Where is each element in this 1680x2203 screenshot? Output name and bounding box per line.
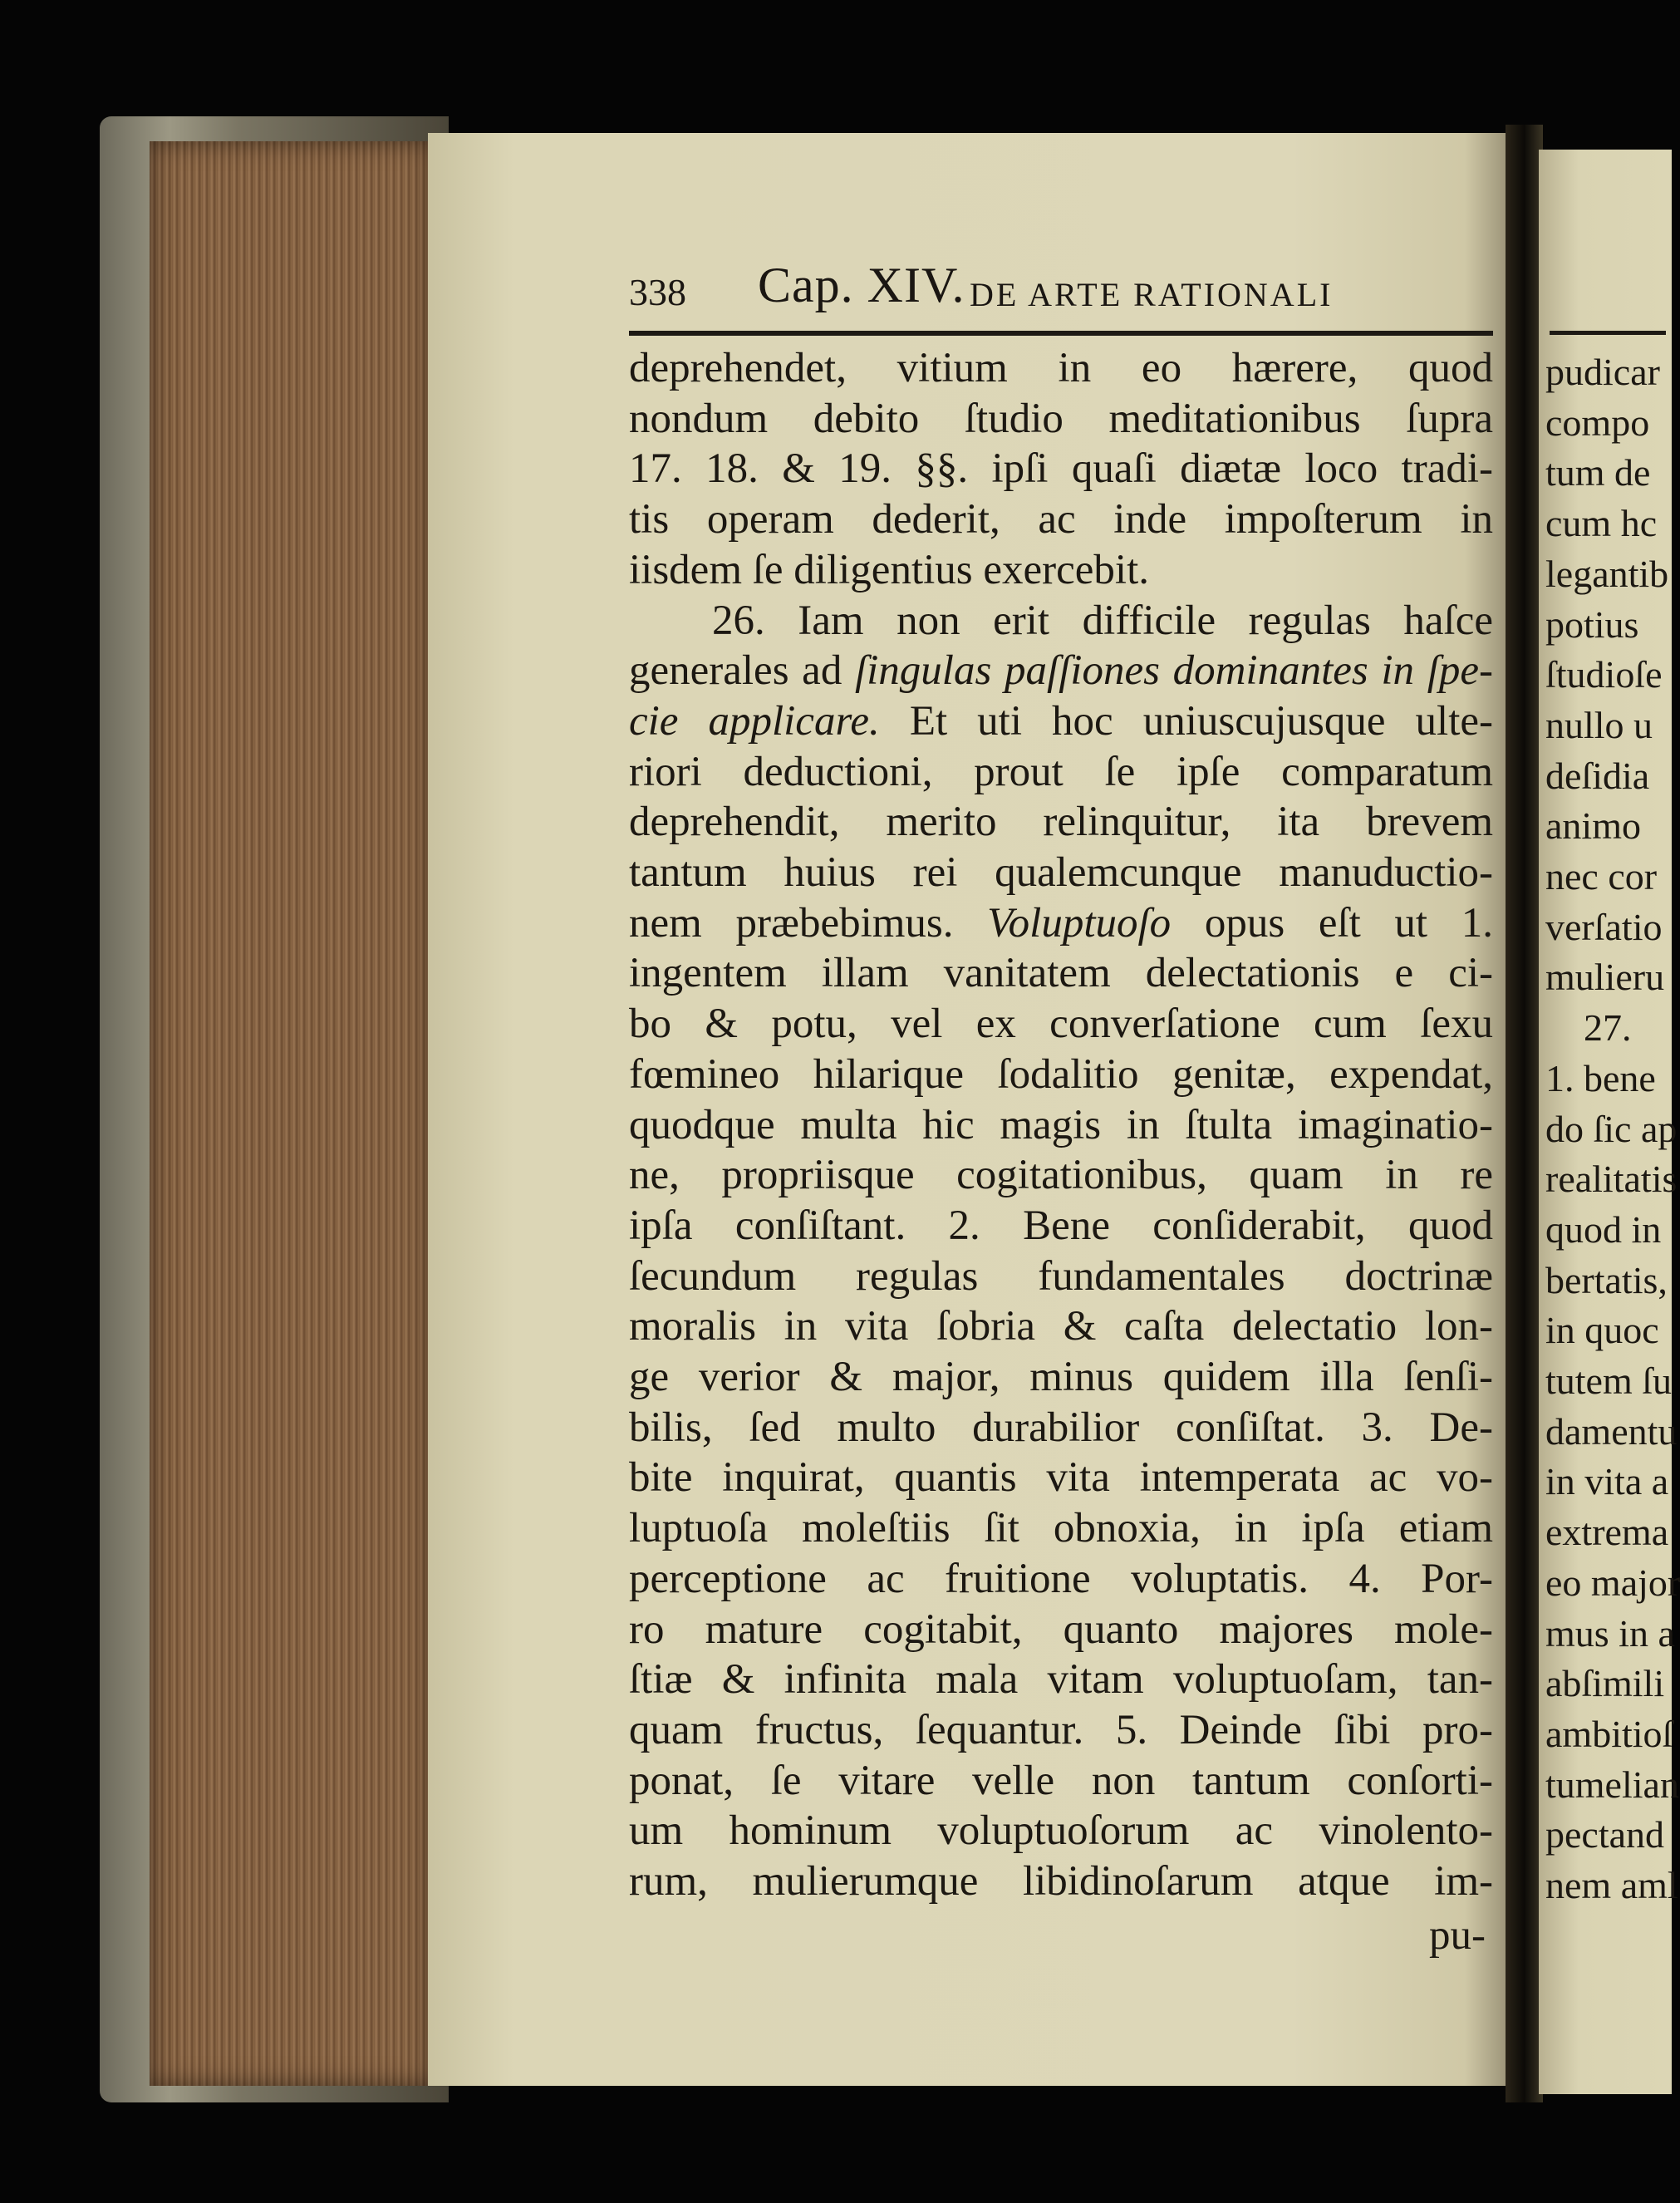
right-text-line: deſidia bbox=[1545, 754, 1650, 797]
text-run: 26. Iam non erit difficile regulas haſce bbox=[712, 597, 1493, 644]
text-run: perceptione ac fruitione voluptatis. 4. Por- bbox=[629, 1555, 1493, 1602]
text-line bbox=[629, 1856, 1493, 1906]
text-run: ge verior & major, minus quidem illa ſenſi- bbox=[629, 1354, 1493, 1400]
italic-text: ſingulas paſſiones dominantes in ſpe- bbox=[854, 647, 1493, 695]
text-run: fœmineo hilarique ſodalitio genitæ, expendat, bbox=[629, 1050, 1493, 1098]
catchword: pu- bbox=[1429, 1912, 1486, 1959]
text-run: ne, propriisque cogitationibus, quam in re bbox=[629, 1152, 1493, 1199]
right-text-line: cum hc bbox=[1545, 502, 1658, 545]
text-run: moralis in vita ſobria & caſta delectatio lon- bbox=[629, 1303, 1493, 1350]
right-text-line: nem aml bbox=[1545, 1864, 1678, 1906]
right-text-line: damentu bbox=[1545, 1409, 1678, 1453]
text-run: ponat, ſe vitare velle non tantum conſorti- bbox=[629, 1757, 1493, 1804]
italic-text: cie applicare. bbox=[629, 697, 880, 745]
right-text-line: ambitioſ bbox=[1545, 1712, 1673, 1755]
right-text-line: abſimili bbox=[1545, 1662, 1665, 1705]
text-line bbox=[629, 444, 1493, 494]
text-line bbox=[629, 1403, 1493, 1453]
header-rule bbox=[629, 331, 1493, 336]
running-header bbox=[629, 258, 1493, 314]
right-text-line: bertatis, bbox=[1545, 1258, 1668, 1301]
text-run: bite inquirat, quantis vita intemperata ac vo- bbox=[629, 1454, 1493, 1502]
chapter-label: Cap. XIV. bbox=[758, 258, 965, 312]
right-text-line: eo major bbox=[1545, 1561, 1680, 1604]
text-run: tis operam dederit, ac inde impoſterum in bbox=[629, 496, 1493, 543]
text-line bbox=[629, 1301, 1493, 1351]
text-run: nondum debito ſtudio meditationibus ſupra bbox=[629, 395, 1493, 442]
right-text-line: do ſic ap bbox=[1545, 1107, 1678, 1150]
text-run: generales ad bbox=[629, 647, 855, 695]
book-gutter bbox=[1506, 125, 1543, 2102]
text-line bbox=[629, 343, 1493, 393]
text-line bbox=[629, 394, 1493, 444]
text-line bbox=[629, 1705, 1493, 1755]
text-line bbox=[629, 1352, 1493, 1402]
text-line bbox=[629, 1756, 1493, 1806]
text-run: tantum huius rei qualemcunque manuductio- bbox=[629, 849, 1493, 896]
text-run: Et uti hoc uniuscujusque ulte- bbox=[879, 697, 1494, 745]
right-text-line: tutem ſu bbox=[1545, 1360, 1673, 1402]
text-line bbox=[629, 1554, 1493, 1604]
right-text-line: in quoc bbox=[1545, 1309, 1659, 1352]
page-edges bbox=[150, 141, 432, 2086]
right-text-line: 27. bbox=[1545, 1006, 1632, 1050]
right-text-line: potius bbox=[1545, 602, 1639, 646]
right-text-line: tumelian bbox=[1545, 1763, 1679, 1806]
text-run: riori deductioni, prout ſe ipſe comparatum bbox=[629, 748, 1493, 795]
text-line bbox=[629, 646, 1493, 696]
right-text-line: nec cor bbox=[1545, 855, 1658, 897]
text-line bbox=[629, 1806, 1493, 1856]
text-line bbox=[629, 596, 1493, 646]
text-line bbox=[629, 494, 1493, 544]
text-line bbox=[629, 696, 1493, 746]
text-run: ingentem illam vanitatem delectationis e ci- bbox=[629, 950, 1493, 997]
text-line bbox=[629, 999, 1493, 1049]
text-line bbox=[629, 1453, 1493, 1502]
text-run: ſecundum regulas fundamentales doctrinæ bbox=[629, 1252, 1493, 1300]
text-run: um hominum voluptuoſorum ac vinolento- bbox=[629, 1807, 1493, 1855]
text-line bbox=[629, 545, 1493, 595]
right-text-line: in vita a bbox=[1545, 1460, 1669, 1503]
right-text-line: legantib bbox=[1545, 552, 1669, 595]
right-text-line: mus in a bbox=[1545, 1611, 1675, 1655]
right-header-rule bbox=[1550, 331, 1666, 335]
text-run: bo & potu, vel ex converſatione cum ſexu bbox=[629, 1001, 1493, 1048]
text-line bbox=[629, 1100, 1493, 1150]
text-run: luptuoſa moleſtiis ſit obnoxia, in ipſa etiam bbox=[629, 1505, 1493, 1552]
text-run: quodque multa hic magis in ſtulta imaginatio- bbox=[629, 1101, 1493, 1148]
text-run: ſtiæ & infinita mala vitam voluptuoſam, tan- bbox=[629, 1656, 1493, 1704]
text-line bbox=[629, 1050, 1493, 1099]
text-line bbox=[629, 1251, 1493, 1301]
text-run: deprehendet, vitium in eo hærere, quod bbox=[629, 345, 1493, 391]
text-line bbox=[629, 948, 1493, 998]
text-line bbox=[629, 797, 1493, 847]
text-line bbox=[629, 898, 1493, 948]
text-run: deprehendit, merito relinquitur, ita brevem bbox=[629, 799, 1493, 846]
text-line bbox=[629, 747, 1493, 797]
text-run: ipſa conſiſtant. 2. Bene conſiderabit, quod bbox=[629, 1202, 1493, 1249]
chapter-title: DE ARTE RATIONALI bbox=[970, 276, 1334, 313]
right-text-line: verſatio bbox=[1545, 905, 1663, 948]
text-run: ro mature cogitabit, quanto majores mole- bbox=[629, 1606, 1493, 1653]
right-text-line: quod in bbox=[1545, 1207, 1662, 1251]
text-run: quam fructus, ſequantur. 5. Deinde ſibi pro- bbox=[629, 1706, 1493, 1753]
right-text-line: pectand bbox=[1545, 1813, 1665, 1856]
right-text-line: extrema bbox=[1545, 1511, 1669, 1554]
right-text-line: mulieru bbox=[1545, 956, 1665, 999]
text-run: rum, mulierumque libidinoſarum atque im- bbox=[629, 1858, 1493, 1905]
text-run: nem præbebimus. bbox=[629, 899, 988, 947]
right-text-line: pudicar bbox=[1545, 351, 1660, 393]
right-text-line: realitatis bbox=[1545, 1158, 1678, 1201]
right-text-line: compo bbox=[1545, 401, 1650, 444]
right-text-line: nullo u bbox=[1545, 703, 1653, 746]
text-run: 17. 18. & 19. §§. ipſi quaſi diætæ loco tradi- bbox=[629, 445, 1493, 493]
page-number: 338 bbox=[629, 271, 686, 313]
text-line bbox=[629, 1150, 1493, 1200]
text-run: opus eſt ut 1. bbox=[1171, 899, 1493, 947]
text-line bbox=[629, 1201, 1493, 1251]
text-line bbox=[629, 1503, 1493, 1553]
text-line bbox=[629, 1605, 1493, 1655]
right-text-line: animo bbox=[1545, 804, 1641, 848]
text-line bbox=[629, 1655, 1493, 1704]
text-run: iisdem ſe diligentius exercebit. bbox=[629, 546, 1149, 593]
text-run: bilis, ſed multo durabilior conſiſtat. 3. De- bbox=[629, 1404, 1493, 1451]
text-line bbox=[629, 848, 1493, 897]
right-text-line: tum de bbox=[1545, 451, 1651, 494]
right-text-line: ſtudioſe bbox=[1545, 653, 1663, 696]
italic-text: Voluptuoſo bbox=[987, 899, 1172, 947]
right-text-line: 1. bene bbox=[1545, 1056, 1656, 1099]
